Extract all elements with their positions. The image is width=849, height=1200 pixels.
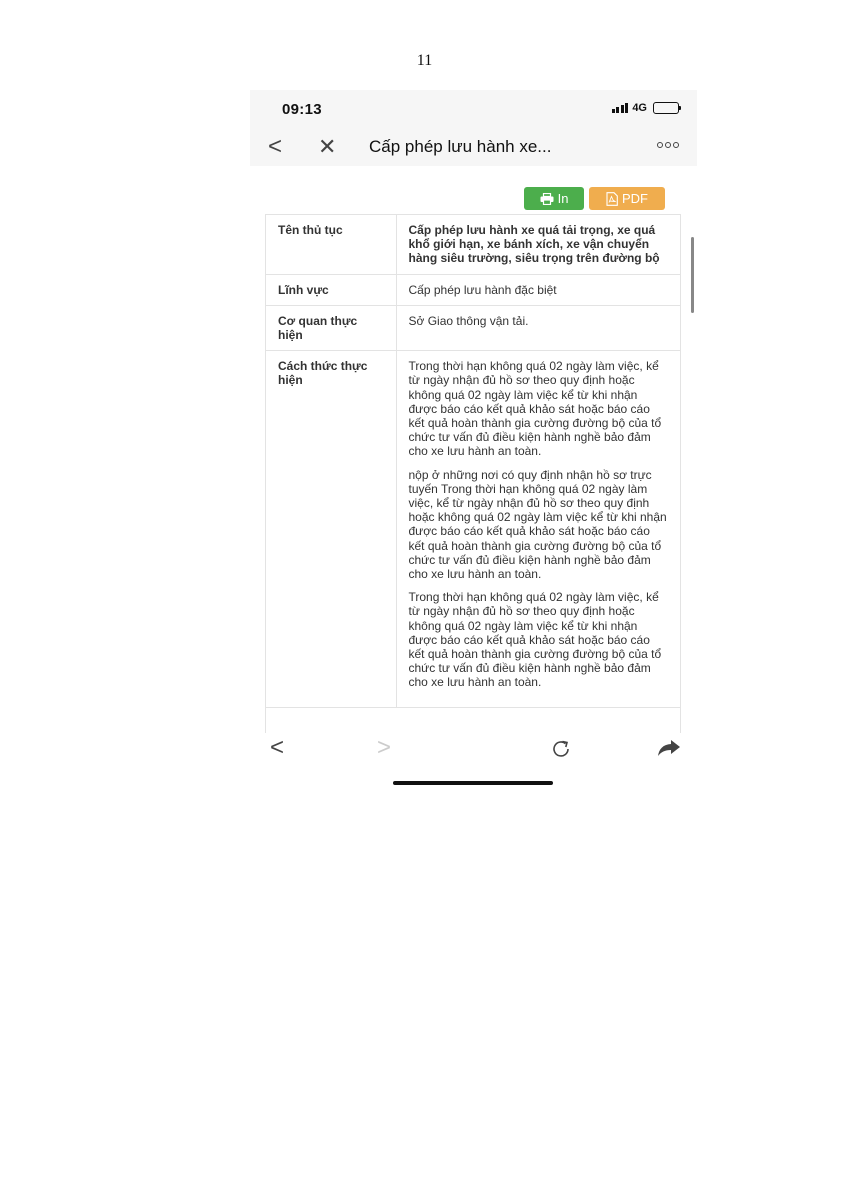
status-time: 09:13 xyxy=(282,101,322,118)
table-row xyxy=(266,305,680,350)
home-indicator[interactable] xyxy=(393,781,553,785)
signal-icon xyxy=(612,103,629,113)
pdf-file-icon xyxy=(606,192,618,206)
close-icon[interactable]: ✕ xyxy=(318,134,337,159)
page-title: Cấp phép lưu hành xe... xyxy=(369,137,552,156)
nav-bar xyxy=(250,130,697,166)
network-label: 4G xyxy=(632,102,647,114)
pdf-button[interactable] xyxy=(589,187,665,210)
back-icon[interactable]: < xyxy=(268,133,283,160)
row-label: Lĩnh vực xyxy=(266,274,396,305)
row-value: Sở Giao thông vận tải. xyxy=(396,305,680,350)
printer-icon xyxy=(540,193,554,205)
table-row xyxy=(266,274,680,305)
table-row xyxy=(266,215,680,274)
share-icon[interactable] xyxy=(658,740,680,756)
more-icon[interactable] xyxy=(657,142,679,148)
page-number: 11 xyxy=(416,52,433,69)
row-value xyxy=(396,351,680,707)
status-bar xyxy=(250,90,697,130)
print-button[interactable] xyxy=(524,187,584,210)
row-value: Cấp phép lưu hành xe quá tải trọng, xe quá khổ giới hạn, xe bánh xích, xe vận chuyển hàng siêu trường, siêu trọng trên đường bộ xyxy=(396,215,680,274)
procedure-table xyxy=(265,214,681,734)
paragraph: nộp ở những nơi có quy định nhận hồ sơ trực tuyến Trong thời hạn không quá 02 ngày làm việc, kể từ ngày nhận đủ hồ sơ theo quy định hoặc không quá 02 ngày làm việc kể từ khi nhận được báo cáo kết quả khảo sát hoặc báo cáo kết quả hoàn thành gia cường đường bộ của tổ chức tư vấn đủ điều kiện hành nghề bảo đảm cho xe lưu hành an toàn. xyxy=(408,467,667,582)
phone-screen xyxy=(250,90,697,795)
row-label: Cơ quan thực hiện xyxy=(266,305,396,350)
scrollbar[interactable] xyxy=(691,237,694,313)
row-value: Cấp phép lưu hành đặc biệt xyxy=(396,274,680,305)
bottom-toolbar xyxy=(250,733,697,767)
pdf-label: PDF xyxy=(622,191,648,206)
forward-icon[interactable]: > xyxy=(377,734,392,761)
battery-icon xyxy=(653,102,679,114)
status-indicators xyxy=(612,102,679,114)
refresh-icon[interactable] xyxy=(550,738,572,760)
print-label: In xyxy=(557,191,569,206)
row-label: Cách thức thực hiện xyxy=(266,351,396,707)
paragraph: Trong thời hạn không quá 02 ngày làm việc, kể từ ngày nhận đủ hồ sơ theo quy định hoặc không quá 02 ngày làm việc kể từ khi nhận được báo cáo kết quả khảo sát hoặc báo cáo kết quả hoàn thành gia cường đường bộ của tổ chức tư vấn đủ điều kiện hành nghề bảo đảm cho xe lưu hành an toàn. xyxy=(408,359,662,459)
paragraph: Trong thời hạn không quá 02 ngày làm việc, kể từ ngày nhận đủ hồ sơ theo quy định hoặc không quá 02 ngày làm việc kể từ khi nhận được báo cáo kết quả khảo sát hoặc báo cáo kết quả hoàn thành gia cường đường bộ của tổ chức tư vấn đủ điều kiện hành nghề bảo đảm cho xe lưu hành an toàn. xyxy=(408,590,662,690)
back-icon[interactable]: < xyxy=(270,734,285,761)
row-label: Tên thủ tục xyxy=(266,215,396,274)
table-row xyxy=(266,351,680,707)
